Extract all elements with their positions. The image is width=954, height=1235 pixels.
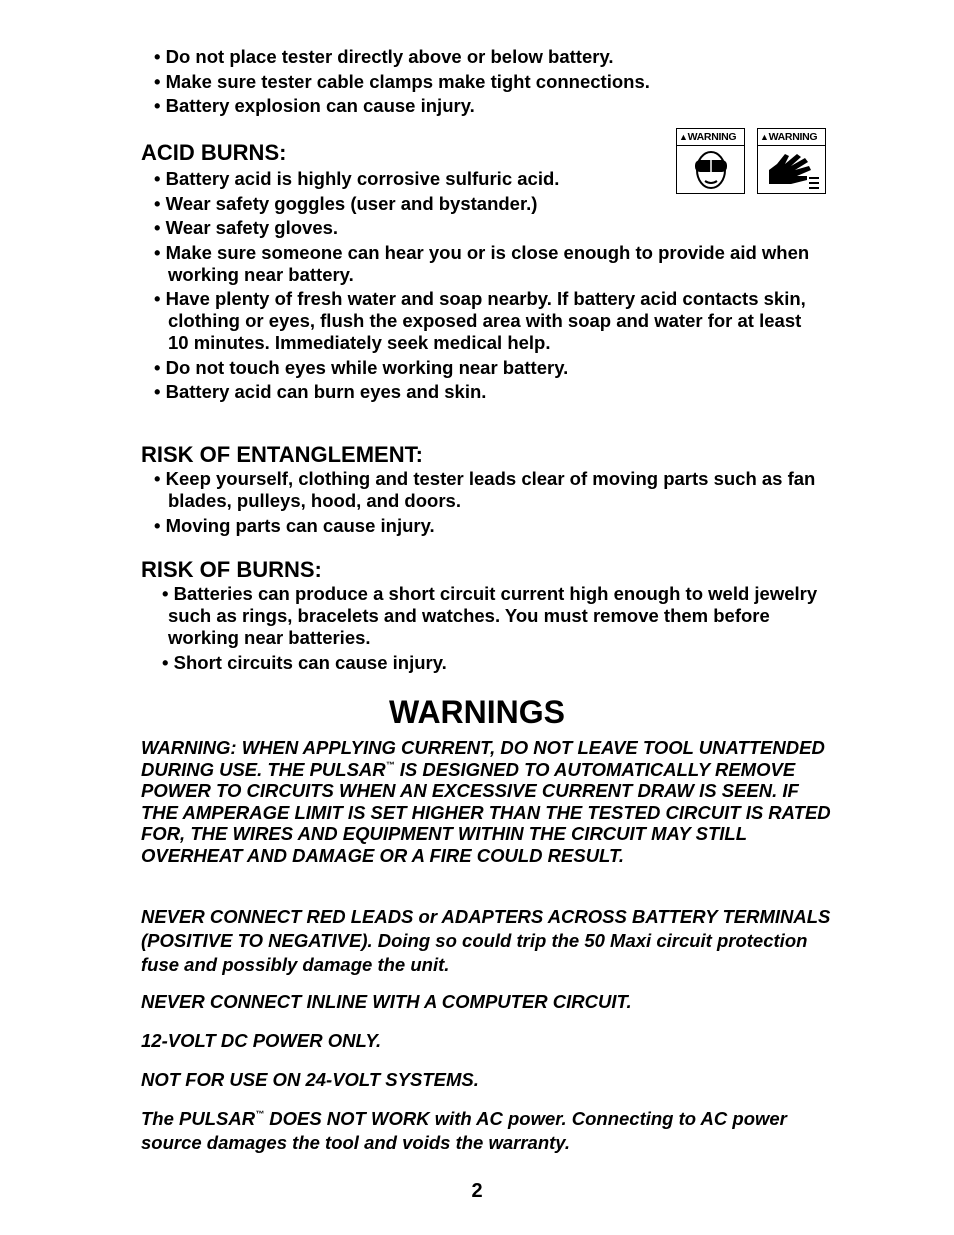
list-item: • Battery explosion can cause injury. xyxy=(141,95,821,117)
warning-label: WARNING xyxy=(768,131,818,143)
warning-ac-power: The PULSAR™ DOES NOT WORK with AC power. Connecting to AC power source damages the tool and voids the warranty. xyxy=(141,1108,787,1153)
burns-list xyxy=(141,583,821,676)
list-item: • Do not place tester directly above or below battery. xyxy=(141,46,821,68)
entanglement-heading: RISK OF ENTANGLEMENT: xyxy=(141,442,423,467)
list-item: • Do not touch eyes while working near battery. xyxy=(141,357,821,379)
acid-burns-heading: ACID BURNS: xyxy=(141,140,287,165)
warning-12v-only: 12-VOLT DC POWER ONLY. xyxy=(141,1030,382,1051)
list-item: • Short circuits can cause injury. xyxy=(141,652,821,674)
list-item: • Wear safety gloves. xyxy=(141,217,821,239)
list-item: • Battery acid can burn eyes and skin. xyxy=(141,381,821,403)
warning-triangle-icon: ▲ xyxy=(679,132,688,142)
warning-computer-circuit: NEVER CONNECT INLINE WITH A COMPUTER CIRCUIT. xyxy=(141,991,632,1012)
burns-heading: RISK OF BURNS: xyxy=(141,557,322,582)
list-item: • Moving parts can cause injury. xyxy=(141,515,821,537)
trademark-symbol: ™ xyxy=(385,759,395,770)
warning-24v-systems: NOT FOR USE ON 24-VOLT SYSTEMS. xyxy=(141,1069,479,1090)
entanglement-list xyxy=(141,468,821,539)
list-item: • Make sure someone can hear you or is close enough to provide aid when working near battery. xyxy=(141,242,828,286)
list-item: • Have plenty of fresh water and soap nearby. If battery acid contacts skin, clothing or eyes, flush the exposed area with soap and water for at least 10 minutes. Immediately seek medical help. xyxy=(141,288,818,354)
warning-paragraph-red-leads: NEVER CONNECT RED LEADS or ADAPTERS ACROSS BATTERY TERMINALS (POSITIVE TO NEGATIVE). Doing so could trip the 50 Maxi circuit protection fuse and possibly damage the unit. xyxy=(141,906,831,975)
list-item: • Keep yourself, clothing and tester leads clear of moving parts such as fan blades, pulleys, hood, and doors. xyxy=(141,468,823,512)
trademark-symbol: ™ xyxy=(255,1109,265,1119)
battery-explosion-list xyxy=(141,46,821,120)
list-item: • Wear safety goggles (user and bystander.) xyxy=(141,193,821,215)
warning-paragraph-current: WARNING: WHEN APPLYING CURRENT, DO NOT LEAVE TOOL UNATTENDED DURING USE. THE PULSAR™ IS DESIGNED TO AUTOMATICALLY REMOVE POWER TO CIRCUITS WHEN AN EXCESSIVE CURRENT DRAW IS SEEN. IF THE AMPERAGE LIMIT IS SET HIGHER THAN THE TESTED CIRCUIT IS RATED FOR, THE WIRES AND EQUIPMENT WITHIN THE CIRCUIT MAY STILL OVERHEAT AND DAMAGE OR A FIRE COULD RESULT. xyxy=(141,737,831,866)
page-number: 2 xyxy=(471,1180,483,1202)
acid-burns-list xyxy=(141,168,821,406)
list-item: • Make sure tester cable clamps make tight connections. xyxy=(141,71,821,93)
warnings-title: WARNINGS xyxy=(389,694,565,730)
warning-triangle-icon: ▲ xyxy=(760,132,769,142)
warning-label: WARNING xyxy=(687,131,737,143)
list-item: • Battery acid is highly corrosive sulfuric acid. xyxy=(141,168,821,190)
list-item: • Batteries can produce a short circuit current high enough to weld jewelry such as rings, bracelets and watches. You must remove them before working near batteries. xyxy=(141,583,828,649)
